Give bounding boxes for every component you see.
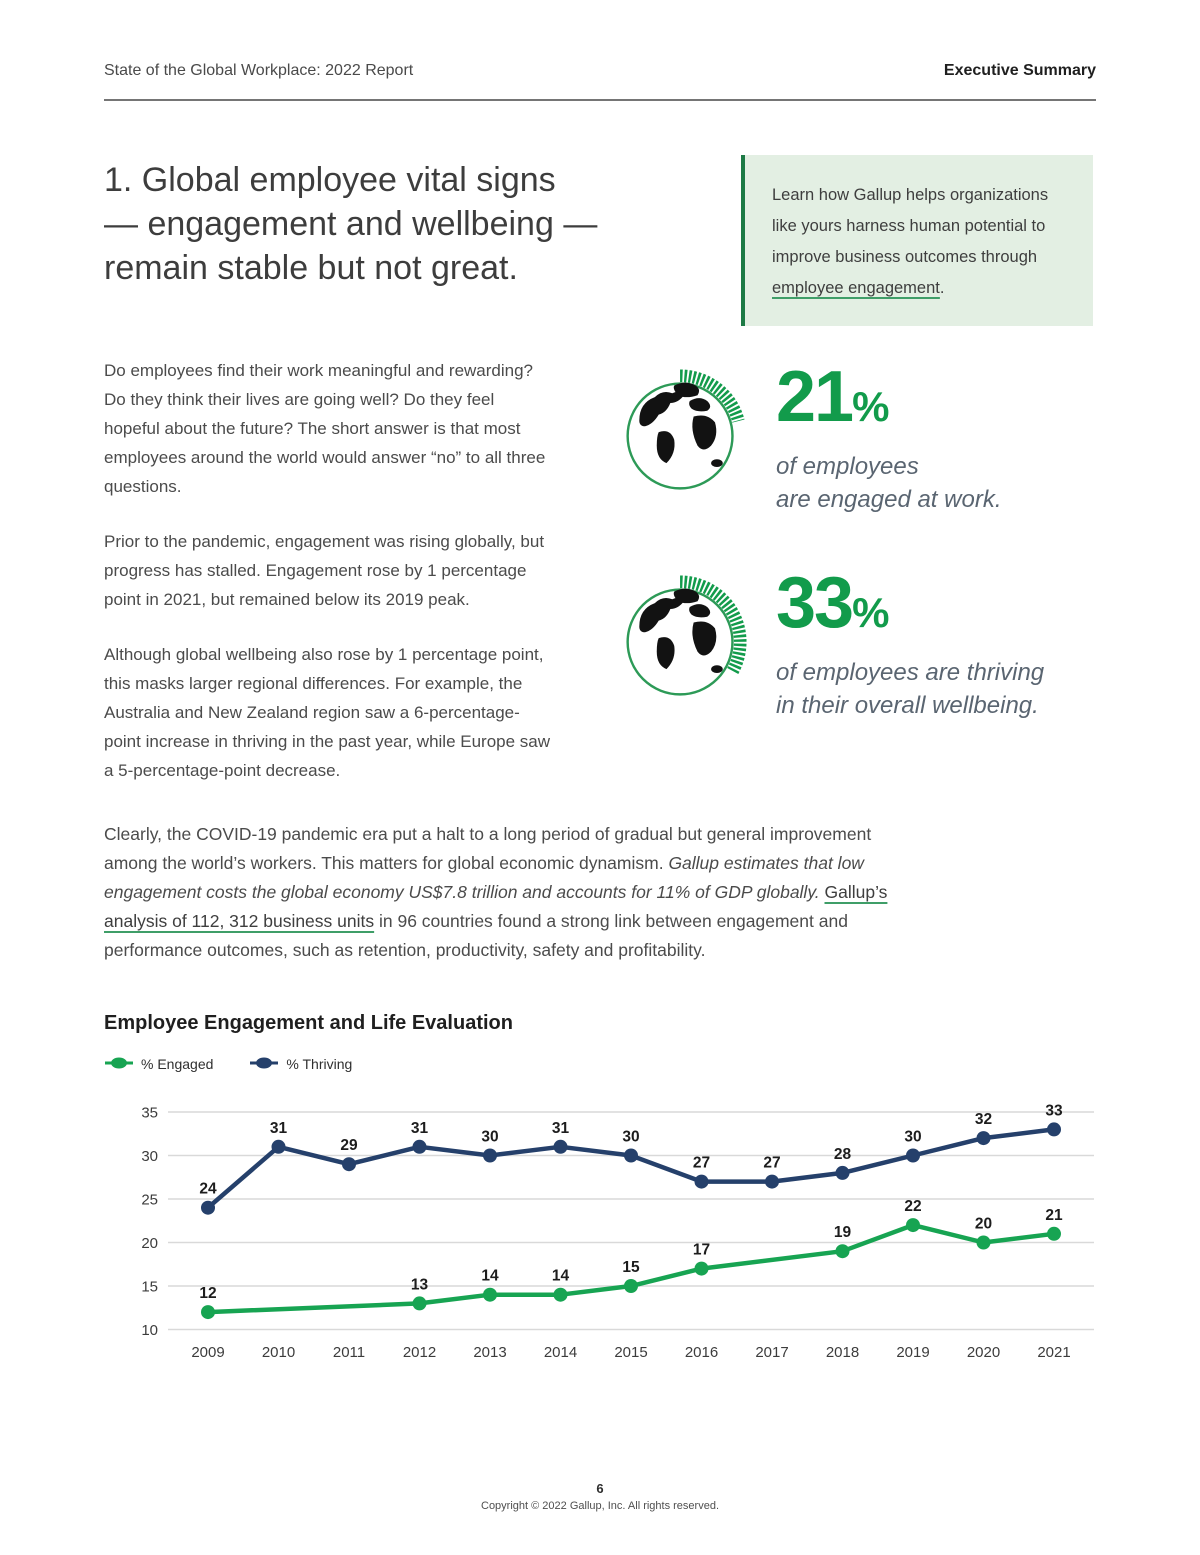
svg-text:31: 31 [269,1119,288,1137]
legend-label-engaged: % Engaged [141,1056,214,1072]
svg-text:2016: 2016 [684,1344,719,1361]
svg-text:2010: 2010 [261,1344,296,1361]
paragraph-1: Do employees find their work meaningful and rewarding? Do they think their lives are going well? Do they feel hopeful about the future? The short answer is that most employees around the world would answer “no” to all three questions. [104,361,546,496]
engaged-marker-icon [104,1056,134,1072]
svg-text:13: 13 [410,1276,429,1294]
legend-label-thriving: % Thriving [286,1056,353,1072]
stat-engaged [616,357,1116,516]
svg-text:2021: 2021 [1037,1344,1071,1361]
svg-text:35: 35 [141,1104,158,1122]
chapter-title [104,158,744,290]
svg-text:20: 20 [974,1215,993,1233]
legend-item-engaged [104,1056,213,1072]
globe-icon [616,568,748,714]
series-engaged [199,1198,1063,1319]
header-divider [104,99,1096,101]
svg-text:21: 21 [1045,1206,1063,1224]
chapter-title-line2: — engagement and wellbeing — [104,205,598,243]
callout-box [741,155,1093,326]
page-number: 6 [596,1481,604,1496]
gridlines [141,1105,1094,1340]
stat-engaged-value: 21% [776,357,890,437]
legend-item-thriving [249,1056,352,1072]
svg-text:14: 14 [481,1267,499,1285]
svg-text:2014: 2014 [543,1344,578,1361]
report-title-running-head: State of the Global Workplace: 2022 Report [104,62,414,79]
svg-text:25: 25 [141,1191,158,1209]
percent-sign: % [852,383,890,430]
line-chart-svg [104,1096,1096,1368]
svg-text:2018: 2018 [825,1344,860,1361]
page-header [104,62,1096,80]
copyright-notice: Copyright © 2022 Gallup, Inc. All rights reserved. [481,1500,719,1512]
globe-icon [616,362,748,508]
paragraph-4-lead: Clearly, the COVID-19 pandemic era put a halt to a long period of gradual but general improvement among the world’s workers. This matters for global economic dynamism. [104,824,872,873]
chart-title: Employee Engagement and Life Evaluation [104,1012,513,1034]
percent-sign: % [852,589,890,636]
svg-text:30: 30 [904,1128,922,1146]
chapter-title-line3: remain stable but not great. [104,249,518,287]
svg-text:30: 30 [622,1128,640,1146]
svg-text:14: 14 [551,1267,570,1285]
svg-text:20: 20 [141,1235,158,1252]
stat-thriving-value: 33% [776,563,890,643]
employee-engagement-link[interactable]: employee engagement [772,279,940,297]
svg-text:31: 31 [551,1119,570,1137]
svg-text:2013: 2013 [473,1344,507,1361]
section-name: Executive Summary [943,62,1096,79]
svg-text:17: 17 [692,1241,711,1259]
svg-text:32: 32 [974,1111,993,1129]
stat-callouts [616,357,1116,722]
svg-text:2019: 2019 [896,1344,930,1361]
svg-text:2015: 2015 [614,1344,648,1361]
svg-text:33: 33 [1045,1102,1063,1120]
stat-engaged-caption: of employees are engaged at work. [776,453,1002,513]
series-thriving [199,1102,1063,1214]
svg-text:30: 30 [481,1128,499,1146]
globe-graphic [616,568,748,714]
globe-graphic [616,362,748,508]
svg-text:28: 28 [833,1145,852,1163]
svg-text:27: 27 [763,1154,781,1172]
stat-thriving-text [776,563,1045,722]
x-axis-labels [191,1344,1070,1361]
svg-text:2011: 2011 [332,1344,366,1361]
svg-text:15: 15 [622,1259,640,1276]
callout-text: Learn how Gallup helps organizations like yours harness human potential to improve business outcomes through [772,186,1049,266]
svg-text:31: 31 [410,1119,429,1137]
svg-text:10: 10 [141,1322,158,1339]
svg-text:2020: 2020 [966,1344,1001,1361]
svg-text:27: 27 [692,1154,711,1172]
paragraph-3: Although global wellbeing also rose by 1 percentage point, this masks larger regional differences. For example, the Australia and New Zealand region saw a 6-percentage-point increase in thriving in the past year, while Europe saw a 5-percentage-point decrease. [104,645,551,780]
svg-text:12: 12 [199,1285,217,1303]
paragraph-4-end: in 96 countries found a strong link between engagement and performance outcomes, such as retention, productivity, safety and profitability. [104,911,848,960]
stat-thriving-caption: of employees are thriving in their overall wellbeing. [776,659,1045,719]
callout-suffix: . [939,279,945,297]
svg-text:30: 30 [141,1148,158,1165]
svg-text:22: 22 [904,1198,922,1216]
body-column [104,356,552,811]
line-chart [104,1096,1096,1368]
svg-text:19: 19 [833,1224,852,1242]
stat-thriving [616,563,1116,722]
paragraph-2: Prior to the pandemic, engagement was rising globally, but progress has stalled. Engagement rose by 1 percentage point in 2021, but remained below its 2019 peak. [104,532,545,609]
svg-text:2012: 2012 [402,1344,437,1361]
chart-legend [104,1056,352,1072]
chapter-title-line1: 1. Global employee vital signs [104,161,556,199]
paragraph-4 [104,820,904,965]
svg-text:24: 24 [199,1180,217,1198]
paragraph-4-italic: Gallup estimates that low engagement costs the global economy US$7.8 trillion and accounts for 11% of GDP globally. [104,853,864,902]
svg-text:2009: 2009 [191,1344,225,1361]
svg-text:29: 29 [340,1137,358,1155]
business-units-link[interactable]: Gallup’s analysis of 112, 312 business units [104,882,888,931]
thriving-marker-icon [249,1056,279,1072]
svg-text:2017: 2017 [755,1344,789,1361]
stat-engaged-text [776,357,1002,516]
svg-text:15: 15 [141,1278,158,1296]
